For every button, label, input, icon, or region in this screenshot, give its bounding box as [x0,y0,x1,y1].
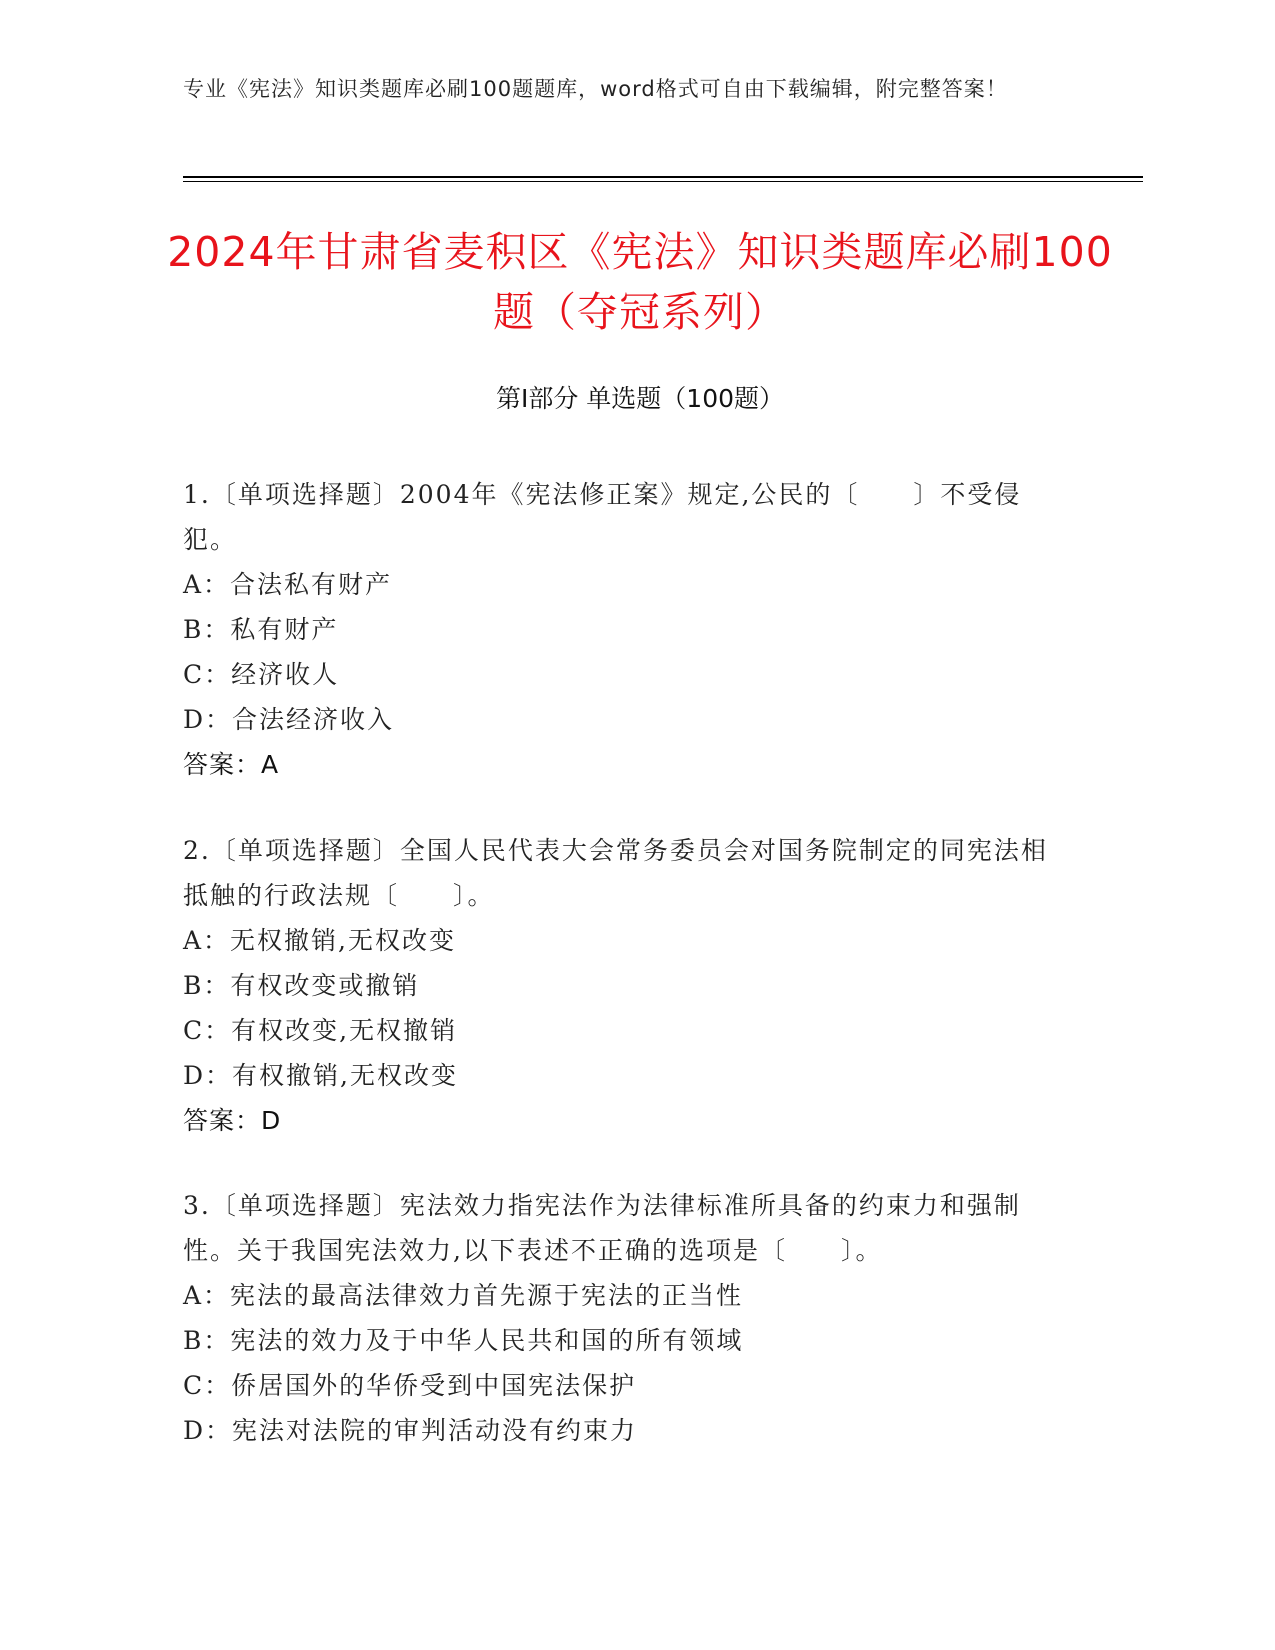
option-b: B：私有财产 [183,615,339,644]
option-b: B：宪法的效力及于中华人民共和国的所有领域 [183,1326,744,1355]
option-c: C：侨居国外的华侨受到中国宪法保护 [183,1371,637,1400]
question-stem: 2.〔单项选择题〕全国人民代表大会常务委员会对国务院制定的同宪法相抵触的行政法规〔 〕。 [183,836,1048,910]
question-1 [183,472,1063,787]
option-c: C：有权改变,无权撤销 [183,1016,458,1045]
option-c: C：经济收人 [183,660,340,689]
header-rule-thick [183,176,1143,178]
section-title: 第Ⅰ部分 单选题（100题） [495,384,785,413]
option-d: D：有权撤销,无权改变 [183,1061,458,1090]
question-stem: 1.〔单项选择题〕2004年《宪法修正案》规定,公民的〔 〕不受侵犯。 [183,480,1022,554]
question-2 [183,828,1063,1143]
header-rule-thin [183,181,1143,182]
option-b: B：有权改变或撤销 [183,971,420,1000]
option-a: A：合法私有财产 [183,570,393,599]
answer: 答案：A [183,750,280,779]
answer: 答案：D [183,1106,282,1135]
option-d: D：合法经济收入 [183,705,395,734]
question-3 [183,1183,1063,1453]
option-a: A：宪法的最高法律效力首先源于宪法的正当性 [183,1281,744,1310]
document-title: 2024年甘肃省麦积区《宪法》知识类题库必刷100题（夺冠系列） [167,228,1113,336]
option-d: D：宪法对法院的审判活动没有约束力 [183,1416,638,1445]
question-stem: 3.〔单项选择题〕宪法效力指宪法作为法律标准所具备的约束力和强制性。关于我国宪法效力,以下表述不正确的选项是〔 〕。 [183,1191,1021,1265]
option-a: A：无权撤销,无权改变 [183,926,457,955]
document-header-note: 专业《宪法》知识类题库必刷100题题库，word格式可自由下载编辑，附完整答案！ [183,77,1008,101]
